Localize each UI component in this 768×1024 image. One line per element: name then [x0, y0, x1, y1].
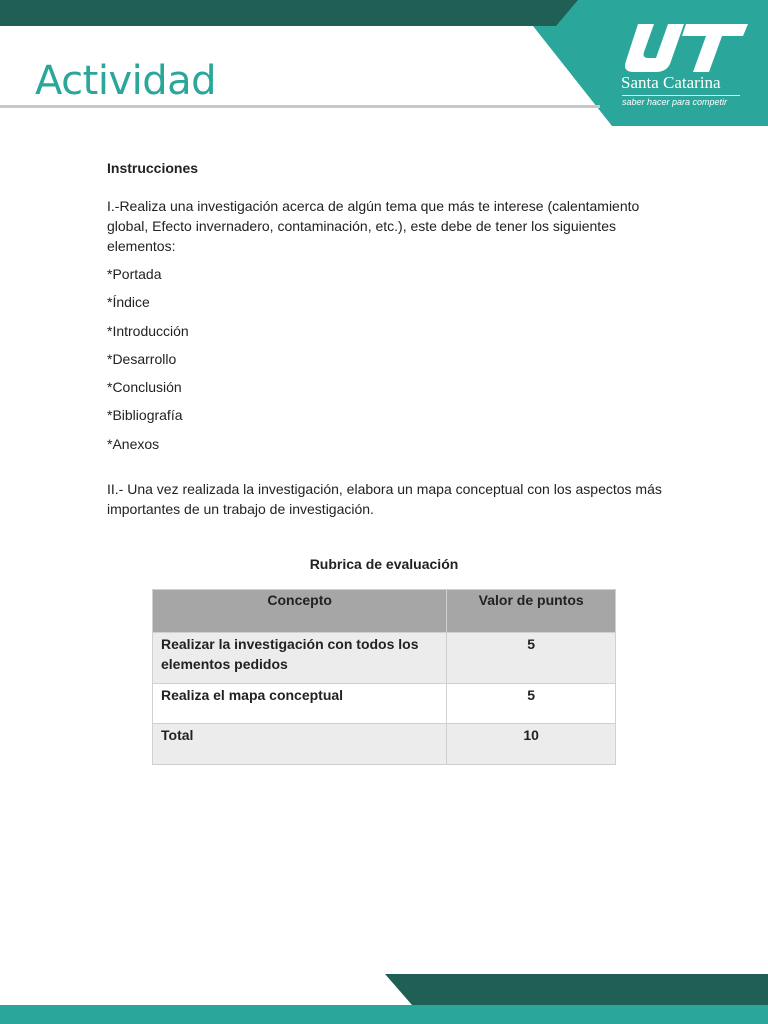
- table-row: [153, 633, 616, 684]
- points-cell: 5: [447, 633, 616, 684]
- instructions-heading: Instrucciones: [107, 160, 199, 176]
- list-item: *Conclusión: [107, 379, 182, 396]
- column-header-points: Valor de puntos: [447, 590, 616, 633]
- total-points-cell: 10: [447, 724, 616, 765]
- instructions-part2: II.- Una vez realizada la investigación, elabora un mapa conceptual con los aspectos más importantes de un trabajo de investigación.: [107, 481, 662, 518]
- list-item: *Desarrollo: [107, 350, 177, 367]
- table-row-total: [153, 724, 616, 765]
- required-elements-list: [107, 264, 667, 462]
- rubric-title: Rubrica de evaluación: [309, 556, 459, 572]
- list-item: *Anexos: [107, 435, 160, 452]
- column-header-concept: Concepto: [153, 590, 447, 633]
- list-item: *Introducción: [107, 322, 189, 339]
- instructions-section: [107, 158, 667, 519]
- total-label-cell: Total: [153, 724, 447, 765]
- rubric-table: [152, 589, 616, 765]
- logo-campus-name: Santa Catarina: [621, 73, 721, 92]
- list-item: *Portada: [107, 266, 162, 282]
- logo-divider: [622, 95, 740, 96]
- footer-band: [0, 974, 768, 1024]
- table-header-row: [153, 590, 616, 633]
- table-row: [153, 684, 616, 724]
- points-cell: 5: [447, 684, 616, 724]
- logo-tagline: saber hacer para competir: [622, 97, 728, 107]
- instructions-part1: I.-Realiza una investigación acerca de algún tema que más te interese (calentamiento global, Efecto invernadero, contaminación, etc.), este debe de tener los siguientes elementos:: [107, 198, 640, 254]
- title-divider: [0, 105, 600, 108]
- page-title: Actividad: [35, 58, 217, 104]
- list-item: *Índice: [107, 294, 150, 311]
- concept-cell: Realizar la investigación con todos los elementos pedidos: [153, 633, 447, 684]
- concept-cell: Realiza el mapa conceptual: [153, 684, 447, 724]
- list-item: *Bibliografía: [107, 407, 183, 424]
